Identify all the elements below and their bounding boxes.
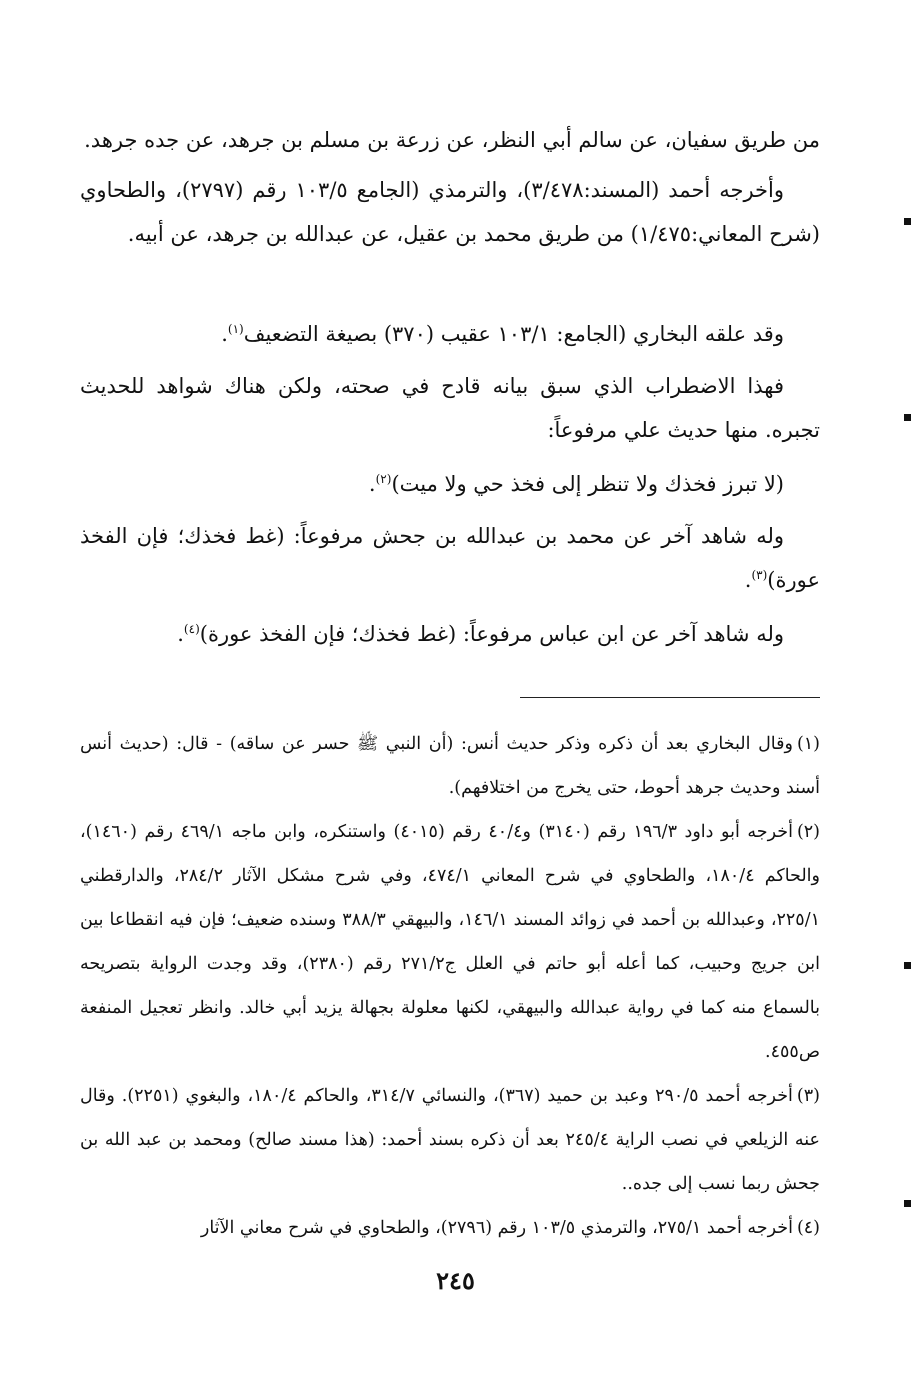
paragraph-5-text: (لا تبرز فخذك ولا تنظر إلى فخذ حي ولا ميت): [391, 472, 784, 496]
footnote-ref-2: (٢): [375, 472, 392, 486]
main-text-2: [80, 312, 820, 356]
main-text: [80, 118, 820, 256]
paragraph-3-text: وقد علقه البخاري (الجامع: ١٠٣/١ عقيب (٣٧٠) بصيغة التضعيف: [243, 322, 784, 346]
paragraph-7: [80, 612, 820, 656]
footnote-4-text: أخرجه أحمد ٢٧٥/١، والترمذي ١٠٣/٥ رقم (٢٧٩٦)، والطحاوي في شرح معاني الآثار: [200, 1218, 793, 1238]
paragraph-7-end: .: [177, 622, 184, 646]
margin-mark: [904, 218, 911, 225]
page-number: ٢٤٥: [436, 1266, 475, 1295]
paragraph-3-end: .: [221, 322, 228, 346]
footnote-4-number: (٤): [796, 1218, 820, 1238]
footnote-3-number: (٣): [796, 1086, 820, 1106]
paragraph-1: من طريق سفيان، عن سالم أبي النظر، عن زرعة بن مسلم بن جرهد، عن جده جرهد.: [84, 128, 820, 152]
footnote-4: [80, 1206, 820, 1250]
paragraph-6-text: وله شاهد آخر عن محمد بن عبدالله بن جحش مرفوعاً: (غط فخذك؛ فإن الفخذ عورة): [80, 524, 820, 592]
footnote-2-text: أخرجه أبو داود ١٩٦/٣ رقم (٣١٤٠) و٤٠/٤ رقم (٤٠١٥) واستنكره، وابن ماجه ٤٦٩/١ رقم (١٤٦٠)، والحاكم ١٨٠/٤، والطحاوي في شرح المعاني ٤٧٤/١، وفي شرح مشكل الآثار ٢٨٤/٢، والدارقطني ٢٢٥/١، وعبدالله بن أحمد في زوائد المسند ١٤٦/١، والبيهقي ٣٨٨/٣ وسنده ضعيف؛ فإن فيه انقطاعا بين ابن جريج وحبيب، كما أعله أبو حاتم في العلل ج٢٧١/٢ رقم (٢٣٨٠)، وقد وجدت الرواية بتصريحه بالسماع منه كما في رواية عبدالله والبيهقي، لكنها معلولة بجهالة يزيد أبي خالد. وانظر تعجيل المنفعة ص٤٥٥.: [80, 822, 821, 1062]
footnote-2: [80, 810, 820, 1074]
footnote-1: [80, 722, 820, 810]
footnote-ref-3: (٣): [751, 568, 768, 582]
main-text-5: [80, 514, 820, 602]
footnote-separator: [520, 697, 820, 698]
paragraph-2: وأخرجه أحمد (المسند:٣/٤٧٨)، والترمذي (الجامع ١٠٣/٥ رقم (٢٧٩٧)، والطحاوي (شرح المعاني:١/٤٧٥) من طريق محمد بن عقيل، عن عبدالله بن جرهد، عن أبيه.: [80, 178, 820, 246]
paragraph-5-end: .: [368, 472, 376, 496]
main-text-3: [80, 364, 820, 452]
margin-mark: [904, 962, 911, 969]
paragraph-5: [80, 462, 820, 506]
paragraph-6: [80, 514, 820, 602]
footnote-3-text: أخرجه أحمد ٢٩٠/٥ وعبد بن حميد (٣٦٧)، والنسائي ٣١٤/٧، والحاكم ١٨٠/٤، والبغوي (٢٢٥١). وقال عنه الزيلعي في نصب الراية ٢٤٥/٤ بعد أن ذكره بسند أحمد: (هذا مسند صالح) ومحمد بن عبد الله بن جحش ربما نسب إلى جده..: [80, 1086, 820, 1194]
footnote-3: [80, 1074, 820, 1206]
paragraph-4: فهذا الاضطراب الذي سبق بيانه قادح في صحته، ولكن هناك شواهد للحديث تجبره. منها حديث علي مرفوعاً:: [80, 374, 820, 442]
footnote-ref-1: (١): [227, 322, 244, 336]
footnotes: [80, 722, 820, 1250]
main-text-4: [80, 462, 820, 506]
margin-mark: [904, 1200, 911, 1207]
main-text-6: [80, 612, 820, 656]
footnote-1-number: (١): [796, 734, 820, 754]
paragraph-3: [80, 312, 820, 356]
footnote-1-text: وقال البخاري بعد أن ذكره وذكر حديث أنس: (أن النبي ﷺ حسر عن ساقه) - قال: (حديث أنس أسند وحديث جرهد أحوط، حتى يخرج من اختلافهم).: [80, 734, 820, 798]
footnote-2-number: (٢): [796, 822, 820, 842]
paragraph-7-text: وله شاهد آخر عن ابن عباس مرفوعاً: (غط فخذك؛ فإن الفخذ عورة): [199, 622, 784, 646]
paragraph-6-end: .: [744, 568, 752, 592]
footnote-ref-4: (٤): [183, 622, 200, 636]
margin-mark: [904, 414, 911, 421]
